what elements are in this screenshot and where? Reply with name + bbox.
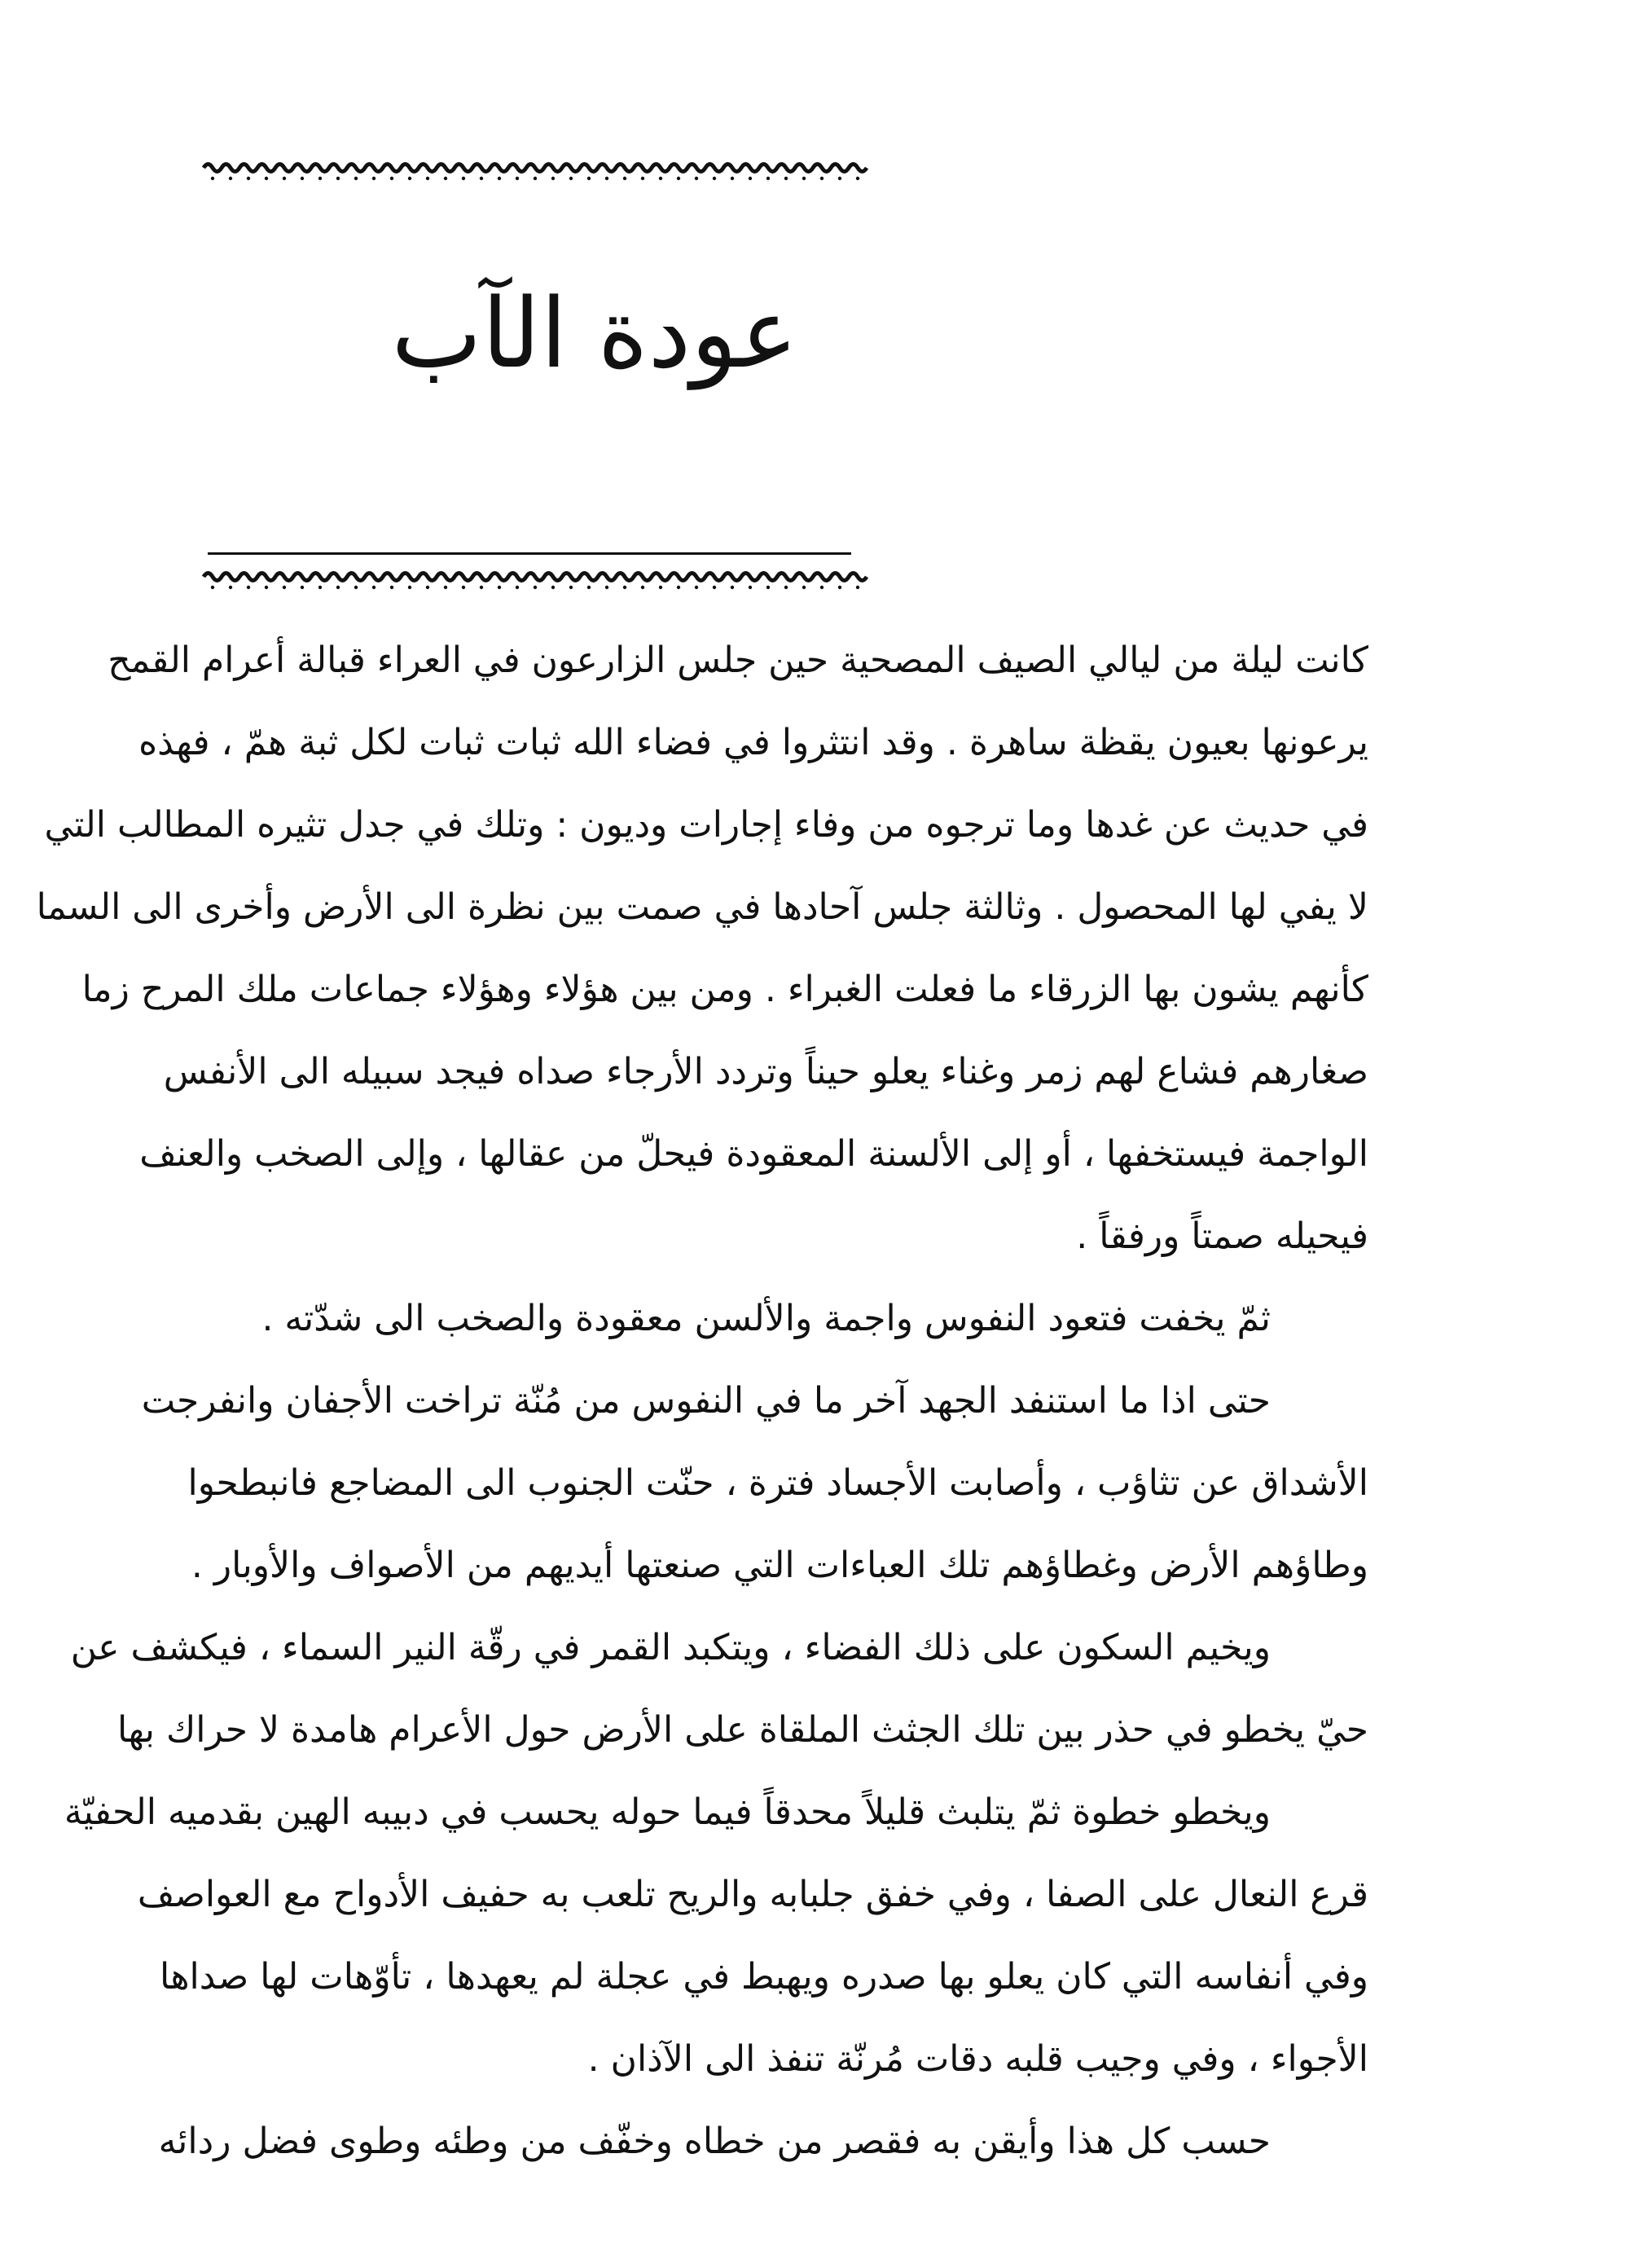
ornament-dot [820, 177, 824, 180]
paragraph-3 [141, 1360, 1368, 1606]
text-line: كانت ليلة من ليالي الصيف المصحية حين جلس الزارعون في العراء قبالة أعرام القمح [108, 640, 1368, 681]
ornament-dot [301, 177, 304, 180]
ornament-dot [336, 586, 340, 589]
ornament-dot [211, 177, 214, 180]
ornament-dot [713, 586, 716, 589]
paragraph-4 [64, 1606, 1368, 2100]
ornament-dot [569, 177, 573, 180]
ornament-dot [605, 586, 608, 589]
ornament-dot [390, 586, 393, 589]
ornament-dot [731, 586, 734, 589]
ornament-dot [265, 586, 268, 589]
text-line: لا يفي لها المحصول . وثالثة جلس آحادها في صمت بين نظرة الى الأرض وأخرى الى السما [36, 886, 1368, 928]
ornament-dot [587, 177, 591, 180]
ornament-dot [283, 177, 286, 180]
text-line: صغارهم فشاع لهم زمر وغناء يعلو حيناً وتردد الأرجاء صداه فيجد سبيله الى الأنفس [163, 1051, 1368, 1092]
text-line: كأنهم يشون بها الزرقاء ما فعلت الغبراء . ومن بين هؤلاء وهؤلاء جماعات ملك المرح زما [81, 969, 1368, 1010]
text-line: الواجمة فيستخفها ، أو إلى الألسنة المعقودة فيحلّ من عقالها ، وإلى الصخب والعنف [139, 1133, 1368, 1175]
ornament-dot [247, 586, 250, 589]
body-text [36, 619, 1368, 2182]
ornament-dot [766, 586, 770, 589]
ornament-wave [204, 165, 867, 172]
ornament-dot [838, 586, 841, 589]
ornament-dot [229, 586, 232, 589]
ornament-dot [838, 177, 841, 180]
ornament-dot [462, 177, 465, 180]
ornament-dot [856, 177, 859, 180]
top-ornament-rule [195, 153, 872, 186]
ornament-dot [336, 177, 340, 180]
ornament-dot [265, 177, 268, 180]
ornament-dot [516, 177, 519, 180]
text-line: حسب كل هذا وأيقن به فقصر من خطاه وخفّف من وطئه وطوى فضل ردائه [158, 2121, 1271, 2162]
text-line: ويخيم السكون على ذلك الفضاء ، ويتكبد القمر في رقّة النير السماء ، فيكشف عن [70, 1627, 1271, 1668]
paragraph-2 [204, 1277, 1368, 1360]
ornament-dot [390, 177, 393, 180]
ornament-dot [444, 177, 447, 180]
ornament-dot [480, 586, 483, 589]
ornament-dot [551, 586, 555, 589]
ornament-dot [426, 177, 429, 180]
ornament-dot [802, 586, 806, 589]
text-line: وفي أنفاسه التي كان يعلو بها صدره ويهبط في عجلة لم يعهدها ، تأوّهات لها صداها [159, 1956, 1368, 1998]
ornament-dot [587, 586, 591, 589]
ornament-dot [802, 177, 806, 180]
ornament-dot [516, 586, 519, 589]
divider-line [208, 552, 851, 555]
ornament-dot [480, 177, 483, 180]
ornament-dot [623, 177, 626, 180]
ornament-dot [731, 177, 734, 180]
ornament-dot [318, 177, 322, 180]
ornament-dot [784, 177, 788, 180]
ornament-dot [605, 177, 608, 180]
ornament-dot [856, 586, 859, 589]
text-line: ويخطو خطوة ثمّ يتلبث قليلاً محدقاً فيما حوله يحسب في دبيبه الهين بقدميه الحفيّة [64, 1791, 1271, 1833]
ornament-dot [713, 177, 716, 180]
ornament-dot [551, 177, 555, 180]
text-line: ثمّ يخفت فتعود النفوس واجمة والألسن معقودة والصخب الى شدّته . [261, 1298, 1271, 1339]
ornament-dot [301, 586, 304, 589]
ornament-dot [462, 586, 465, 589]
ornament-dot [695, 177, 698, 180]
text-line: وطاؤهم الأرض وغطاؤهم تلك العباءات التي صنعتها أيديهم من الأصواف والأوبار . [191, 1545, 1368, 1586]
ornament-dot [569, 586, 573, 589]
ornament-dot [641, 586, 644, 589]
text-line: حيّ يخطو في حذر بين تلك الجثث الملقاة على الأرض حول الأعرام هامدة لا حراك بها [117, 1709, 1368, 1751]
text-line: الأشداق عن تثاؤب ، وأصابت الأجساد فترة ، حنّت الجنوب الى المضاجع فانبطحوا [187, 1462, 1368, 1504]
paragraph-1 [36, 619, 1368, 1277]
ornament-dot [749, 586, 752, 589]
ornament-dot [408, 586, 411, 589]
text-line: قرع النعال على الصفا ، وفي خفق جلبابه والريح تلعب به حفيف الأدواح مع العواصف [137, 1874, 1368, 1915]
text-line: يرعونها بعيون يقظة ساهرة . وقد انتثروا في فضاء الله ثبات ثبات لكل ثبة همّ ، فهذه [138, 722, 1368, 763]
ornament-dot [372, 586, 376, 589]
ornament-dot [695, 586, 698, 589]
ornament-dot [534, 586, 537, 589]
ornament-dot [820, 586, 824, 589]
ornament-wave [204, 574, 867, 581]
ornament-dot [229, 177, 232, 180]
paragraph-5 [158, 2100, 1368, 2182]
ornament-dot [766, 177, 770, 180]
ornament-dot [211, 586, 214, 589]
text-line: الأجواء ، وفي وجيب قلبه دقات مُرنّة تنفذ الى الآذان . [587, 2038, 1368, 2080]
ornament-dot [749, 177, 752, 180]
ornament-dot [318, 586, 322, 589]
ornament-dot [354, 177, 358, 180]
ornament-dot [677, 177, 680, 180]
chapter-title: عودة الآب [391, 277, 798, 389]
ornament-dot [498, 586, 501, 589]
ornament-dot [498, 177, 501, 180]
ornament-dot [247, 177, 250, 180]
text-line: حتى اذا ما استنفد الجهد آخر ما في النفوس من مُنّة تراخت الأجفان وانفرجت [141, 1380, 1271, 1422]
text-line: فيحيله صمتاً ورفقاً . [1076, 1215, 1368, 1257]
ornament-dot [659, 177, 662, 180]
ornament-dot [408, 177, 411, 180]
ornament-dot [283, 586, 286, 589]
ornament-dot [677, 586, 680, 589]
ornament-dot [623, 586, 626, 589]
bottom-ornament-rule [195, 562, 872, 595]
ornament-dot [641, 177, 644, 180]
ornament-dot [534, 177, 537, 180]
ornament-dot [659, 586, 662, 589]
text-line: في حديث عن غدها وما ترجوه من وفاء إجارات وديون : وتلك في جدل تثيره المطالب التي [44, 804, 1368, 846]
ornament-dot [426, 586, 429, 589]
ornament-dot [444, 586, 447, 589]
ornament-dot [372, 177, 376, 180]
ornament-dot [784, 586, 788, 589]
ornament-dot [354, 586, 358, 589]
